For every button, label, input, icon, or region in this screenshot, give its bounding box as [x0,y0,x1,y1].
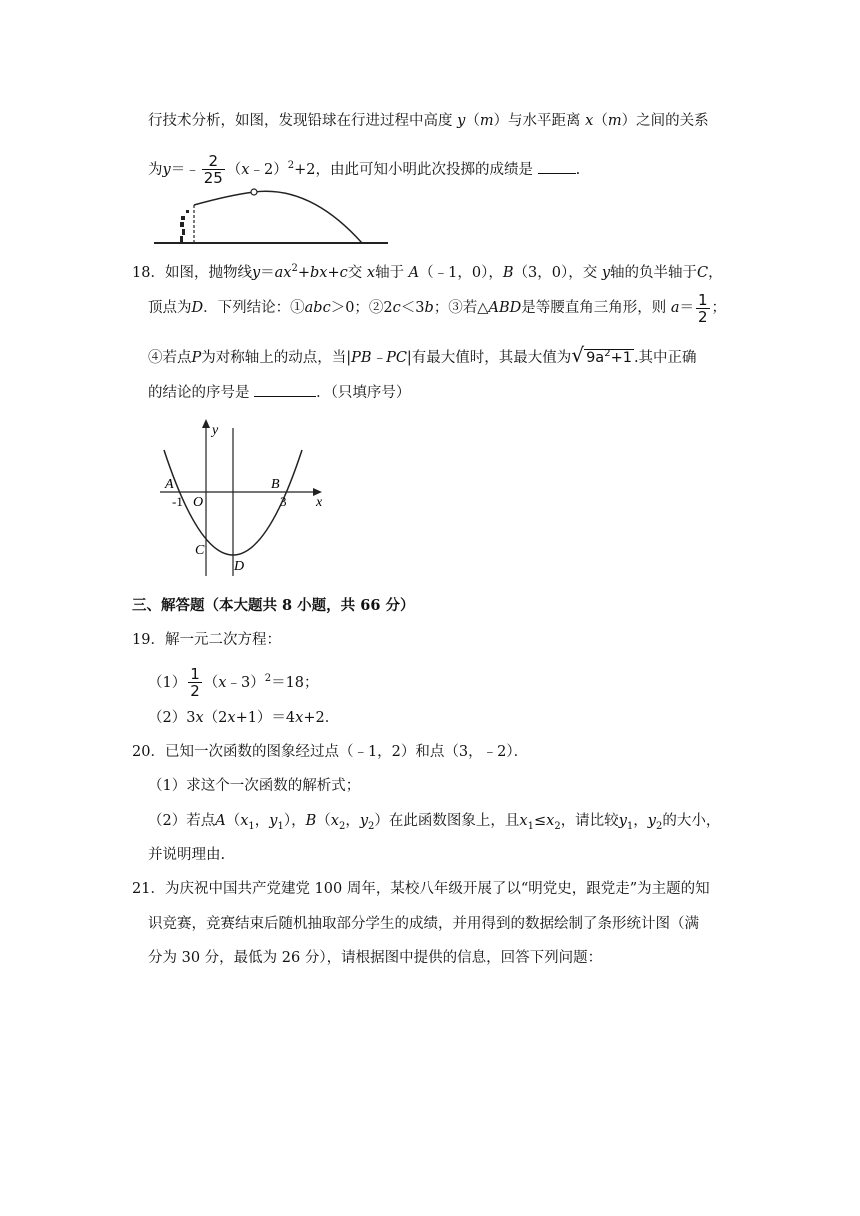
label-A: A [165,477,174,492]
var: x [227,710,236,726]
q19-title: 19．解一元二次方程： [132,632,281,648]
text: ， [254,813,270,829]
fraction [188,666,202,699]
superscript: 2 [291,263,298,274]
var: x [330,813,339,829]
text: （﹣1，0）， [419,264,503,281]
text: . [575,161,581,178]
text: （1） [148,674,187,691]
text: ， [708,264,723,281]
text: ， [345,813,360,829]
var: bx [310,264,328,281]
answer-blank[interactable] [538,159,576,174]
text: ）， [283,813,306,829]
label-3: 3 [280,494,287,509]
text: ＝ [260,264,275,281]
label-B: B [271,477,280,492]
trajectory-curve [194,191,362,243]
q19-part-1 [148,660,319,702]
var: x [366,264,376,281]
thrower-icon [180,210,189,243]
text: （3，0），交 [513,264,598,281]
label-D: D [234,559,245,574]
text: +1 [610,349,632,366]
q20-part-2 [148,811,720,837]
text: ﹣3） [226,674,265,691]
text: ＜3 [400,300,425,316]
var-y: y [162,161,171,178]
fraction [696,292,710,325]
denominator: 2 [190,682,200,701]
text: ；③若△ [433,300,489,316]
var: y [359,813,369,829]
var: y [647,813,656,829]
text: （ [225,813,241,829]
text: 的大小， [662,813,721,829]
text: 轴于 [375,264,405,281]
var: C [697,264,709,281]
q21-line-3: 分为 30 分，最低为 26 分），请根据图中提供的信息，回答下列问题： [148,950,603,966]
text: + [327,264,340,281]
sqrt-symbol: √ [571,342,585,367]
var: y [601,264,611,281]
text: ﹣2） [249,161,288,178]
text: 行技术分析，如图，发现铅球在行进过程中高度 [148,113,453,129]
var: D [191,300,204,316]
q18-line-1 [132,259,723,283]
text: 的结论的序号是 [148,385,250,401]
var: x [295,710,304,726]
q18-line-4 [148,382,410,403]
q19-part-2 [148,708,339,728]
q17-line-1 [148,111,709,131]
var: ABD [488,300,522,316]
subscript: 1 [248,820,255,832]
text: 18．如图，抛物线 [132,264,252,281]
answer-blank[interactable] [254,382,316,397]
var: P [191,349,202,366]
text: （2）3 [148,710,196,726]
subscript: 1 [277,820,284,832]
text: ）之间的关系 [621,113,709,129]
var-x: x [585,113,594,129]
q21-line-1: 21．为庆祝中国共产党建党 100 周年，某校八年级开展了以“明党史，跟党走”为主题的知 [132,881,710,897]
text: 为 [148,161,163,178]
text: 9a [586,349,605,366]
text: ，请比较 [560,813,619,829]
text: ＝﹣ [170,161,200,178]
var: a [670,300,680,316]
text: ＝ [679,300,694,316]
text: ＝18； [271,674,319,691]
text: 顶点为 [148,300,192,316]
text: ．（只填序号） [316,385,411,401]
var: c [339,264,348,281]
var: B [305,813,317,829]
var: y [269,813,278,829]
text: 轴的负半轴于 [610,264,698,281]
text: （2 [203,710,228,726]
section-3-title: 三、解答题（本大题共 8 小题，共 66 分） [132,597,415,614]
label-minus-1: -1 [172,494,183,509]
text: ）在此函数图象上，且 [374,813,520,829]
text: ＞0；②2 [330,300,393,316]
highest-point-marker [251,189,257,195]
var: PB﹣PC [351,349,407,366]
var-x: x [241,161,250,178]
var: ax [274,264,292,281]
text: 是等腰直角三角形，则 [521,300,667,316]
text: ≤ [533,813,547,829]
denominator: 2 [698,307,708,326]
var: y [251,264,261,281]
var: y [618,813,627,829]
subscript: 2 [655,820,663,832]
label-y: y [212,423,219,438]
q20-title: 20．已知一次函数的图象经过点（﹣1，2）和点（3，﹣2）． [132,744,529,760]
text: ）与水平距离 [493,113,581,129]
var: abc [304,300,331,316]
text: .其中正确 [633,349,697,366]
var: x [195,710,204,726]
denominator: 25 [203,169,223,188]
numerator: 1 [190,665,200,684]
text: 为对称轴上的动点，当| [201,349,352,366]
text: ； [711,300,727,316]
subscript: 2 [338,820,346,832]
var: b [424,300,434,316]
shotput-figure [150,183,395,249]
var: B [502,264,514,281]
text: +2，由此可知小明此次投掷的成绩是 [294,161,533,178]
text: ④若点 [148,349,192,366]
q20-part-3: 并说明理由. [148,847,226,863]
numerator: 1 [698,290,708,309]
text: （ [593,113,608,129]
radicand [584,349,634,366]
label-x: x [316,495,323,510]
var: A [215,813,226,829]
var: c [392,300,401,316]
q18-line-3 [148,339,697,373]
superscript: 2 [604,348,611,359]
y-axis-arrow [202,419,210,428]
subscript: 2 [554,820,561,832]
text: ， [633,813,648,829]
var-m: m [607,113,622,129]
text: （ [465,113,480,129]
parabola-graph [150,414,330,580]
text: （ [203,674,219,691]
var: x [240,813,249,829]
superscript: 2 [264,673,272,684]
text: （2）若点 [148,813,216,829]
var: x [546,813,555,829]
label-C: C [195,543,205,558]
q21-line-2: 识竞赛，竞赛结束后随机抽取部分学生的成绩，并用得到的数据绘制了条形统计图（满 [148,916,699,932]
fraction [202,153,225,186]
var: x [218,674,227,691]
q20-part-1: （1）求这个一次函数的解析式； [148,778,361,794]
text: （ [226,161,242,178]
subscript: 1 [626,820,634,832]
text: ．下列结论：① [203,300,305,316]
var-y: y [457,113,466,129]
subscript: 2 [368,820,375,832]
text: 交 [347,264,363,281]
subscript: 1 [527,820,534,832]
var: x [519,813,528,829]
var: A [408,264,420,281]
label-O: O [193,495,204,510]
numerator: 2 [202,153,225,170]
text: +1）＝4 [235,710,296,726]
text: + [297,264,311,281]
text: |有最大值时，其最大值为 [406,349,572,366]
text: （ [316,813,331,829]
superscript: 2 [287,160,295,171]
text: +2． [303,710,340,726]
var-m: m [479,113,494,129]
q18-line-2 [148,289,726,327]
